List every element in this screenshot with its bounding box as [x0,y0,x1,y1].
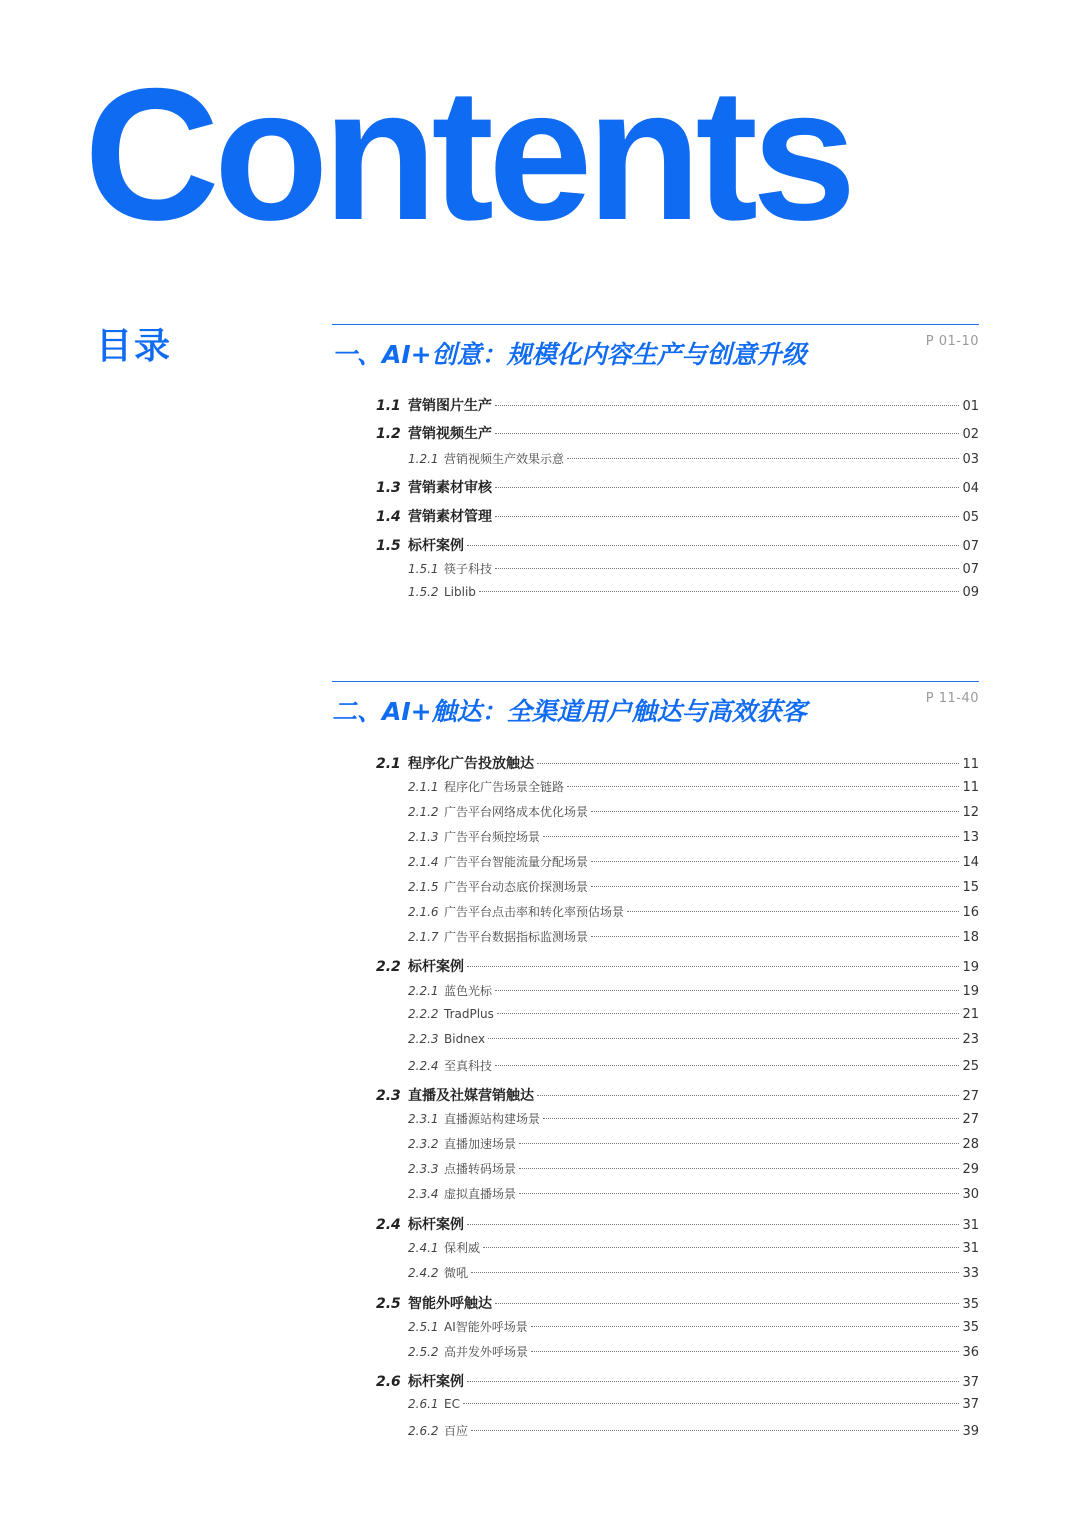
dot-leader [471,1272,959,1273]
entry-label: 蓝色光标 [444,984,493,998]
toc-entry[interactable] [408,878,979,895]
dot-leader [627,911,959,912]
entry-page: 37 [962,1397,979,1412]
entry-number: 2.1 [376,756,401,772]
dot-leader [483,1247,959,1248]
toc-entry[interactable] [376,395,979,415]
entry-page: 18 [962,930,979,945]
entry-label: 营销素材管理 [408,509,492,525]
entry-number: 2.1.2 [408,805,439,819]
entry-page: 31 [962,1218,979,1233]
toc-entry[interactable] [376,477,979,497]
entry-number: 2.2.3 [408,1032,439,1046]
toc-entry[interactable] [376,423,979,443]
toc-entry[interactable] [408,1343,979,1360]
entry-label: 营销素材审核 [408,480,492,496]
toc-entry[interactable] [408,1264,979,1281]
entry-page: 14 [962,855,979,870]
dot-leader [488,1038,959,1039]
dot-leader [519,1168,959,1169]
toc-entry[interactable] [408,1110,979,1127]
entry-page: 16 [962,905,979,920]
entry-number: 2.1.3 [408,830,439,844]
entry-page: 07 [962,562,979,577]
entry-number: 2.3.3 [408,1162,439,1176]
entry-page: 25 [962,1059,979,1074]
entry-label: 广告平台智能流量分配场景 [444,855,589,869]
entry-number: 2.6.1 [408,1397,439,1411]
entry-number: 2.1.5 [408,880,439,894]
entry-number: 2.6.2 [408,1424,439,1438]
dot-leader [543,1118,959,1119]
toc-entry[interactable] [408,828,979,845]
dot-leader [531,1326,960,1327]
entry-page: 15 [962,880,979,895]
entry-page: 19 [962,960,979,975]
entry-number: 2.1.1 [408,780,439,794]
toc-entry[interactable] [408,1032,979,1047]
toc-entry[interactable] [376,956,979,976]
entry-number: 2.4.2 [408,1266,439,1280]
entry-number: 2.1.7 [408,930,439,944]
toc-entry[interactable] [408,803,979,820]
toc-entry[interactable] [376,1371,979,1391]
dot-leader [467,545,959,546]
entry-label: 直播加速场景 [444,1137,517,1151]
entry-page: 01 [962,399,979,414]
entry-number: 2.3.1 [408,1112,439,1126]
dot-leader [497,1013,960,1014]
dot-leader [495,568,959,569]
toc-entry[interactable] [408,560,979,577]
toc-entry[interactable] [408,1318,979,1335]
section-page-range: P 01-10 [925,334,979,349]
entry-page: 36 [962,1345,979,1360]
section-title[interactable]: 二、AI+触达：全渠道用户触达与高效获客 [332,697,807,726]
entry-label: 百应 [444,1424,469,1438]
entry-number: 1.5.2 [408,585,439,599]
toc-entry[interactable] [408,1007,979,1022]
entry-label: 至真科技 [444,1059,493,1073]
entry-label: 直播源站构建场景 [444,1112,541,1126]
entry-number: 1.2.1 [408,452,439,466]
entry-label: Liblib [444,585,476,599]
entry-label: 直播及社媒营销触达 [408,1088,534,1104]
dot-leader [591,811,959,812]
entry-page: 04 [962,481,979,496]
entry-number: 2.1.6 [408,905,439,919]
toc-entry[interactable] [408,450,979,467]
entry-page: 37 [962,1375,979,1390]
toc-entry[interactable] [376,535,979,555]
section-1 [332,324,979,600]
entry-page: 12 [962,805,979,820]
dot-leader [543,836,959,837]
entry-label: 标杆案例 [408,1217,464,1233]
entry-label: 高并发外呼场景 [444,1345,529,1359]
entry-page: 02 [962,427,979,442]
entry-number: 2.2 [376,959,401,975]
dot-leader [495,1303,959,1304]
entry-page: 11 [962,780,979,795]
entry-label: 保利威 [444,1241,481,1255]
entry-label: 程序化广告场景全链路 [444,780,565,794]
entry-page: 07 [962,539,979,554]
entry-label: 微吼 [444,1266,469,1280]
entry-page: 27 [962,1089,979,1104]
entry-label: 虚拟直播场景 [444,1187,517,1201]
dot-leader [495,405,959,406]
entry-number: 2.5.2 [408,1345,439,1359]
entry-number: 2.4 [376,1217,401,1233]
entry-number: 1.5 [376,538,401,554]
dot-leader [463,1403,959,1404]
entry-number: 2.6 [376,1374,401,1390]
toc-entry[interactable] [408,1239,979,1256]
entry-page: 30 [962,1187,979,1202]
dot-leader [495,516,959,517]
dot-leader [591,861,959,862]
section-2 [332,681,979,1439]
entry-page: 09 [962,585,979,600]
section-title[interactable]: 一、AI+创意：规模化内容生产与创意升级 [332,340,807,369]
entry-number: 2.2.2 [408,1007,439,1021]
dot-leader [479,591,960,592]
entry-number: 2.2.4 [408,1059,439,1073]
entry-label: 智能外呼触达 [408,1296,492,1312]
entry-page: 28 [962,1137,979,1152]
entry-label: AI智能外呼场景 [444,1320,528,1334]
entry-label: 广告平台网络成本优化场景 [444,805,589,819]
toc-entry[interactable] [408,982,979,999]
toc-entry[interactable] [408,778,979,795]
dot-leader [591,936,959,937]
entry-label: 营销视频生产效果示意 [444,452,565,466]
entry-page: 35 [962,1297,979,1312]
entry-number: 2.3 [376,1088,401,1104]
dot-leader [519,1193,959,1194]
dot-leader [467,1224,959,1225]
entry-number: 1.2 [376,426,401,442]
toc-entry[interactable] [376,1085,979,1105]
entry-label: 营销图片生产 [408,398,492,414]
toc-entry[interactable] [376,506,979,526]
entry-page: 31 [962,1241,979,1256]
entry-page: 05 [962,510,979,525]
entry-number: 2.1.4 [408,855,439,869]
entry-number: 1.1 [376,398,401,414]
toc-entry[interactable] [408,1422,979,1439]
toc-entry[interactable] [408,1160,979,1177]
entry-label: 广告平台数据指标监测场景 [444,930,589,944]
entry-number: 2.2.1 [408,984,439,998]
contents-title: Contents [84,49,851,259]
dot-leader [495,433,959,434]
entry-label: 广告平台动态底价探测场景 [444,880,589,894]
entry-label: 标杆案例 [408,959,464,975]
toc-entry[interactable] [408,903,979,920]
toc-entry[interactable] [408,853,979,870]
entry-label: 点播转码场景 [444,1162,517,1176]
entry-page: 19 [962,984,979,999]
entry-page: 27 [962,1112,979,1127]
entry-number: 2.5 [376,1296,401,1312]
entry-page: 33 [962,1266,979,1281]
dot-leader [531,1351,959,1352]
entry-number: 1.5.1 [408,562,439,576]
toc-label: 目录 [96,326,173,367]
toc-entry[interactable] [408,1057,979,1074]
dot-leader [495,1065,959,1066]
toc-entry[interactable] [376,1214,979,1234]
entry-page: 35 [962,1320,979,1335]
entry-page: 39 [962,1424,979,1439]
section-page-range: P 11-40 [925,691,979,706]
entry-label: 营销视频生产 [408,426,492,442]
entry-page: 23 [962,1032,979,1047]
toc-entry[interactable] [376,753,979,773]
entry-label: EC [444,1397,460,1411]
entry-label: 广告平台频控场景 [444,830,541,844]
entry-number: 2.3.4 [408,1187,439,1201]
entry-label: 广告平台点击率和转化率预估场景 [444,905,625,919]
dot-leader [495,487,959,488]
dot-leader [467,966,959,967]
toc-entry[interactable] [408,1185,979,1202]
toc-entry[interactable] [376,1293,979,1313]
entry-page: 13 [962,830,979,845]
dot-leader [567,458,959,459]
entry-number: 2.3.2 [408,1137,439,1151]
dot-leader [567,786,959,787]
toc-entry[interactable] [408,1397,979,1412]
entry-label: 筷子科技 [444,562,493,576]
entry-number: 1.4 [376,509,401,525]
entry-page: 11 [962,757,979,772]
dot-leader [519,1143,959,1144]
entry-label: 程序化广告投放触达 [408,756,534,772]
entry-page: 03 [962,452,979,467]
dot-leader [467,1381,959,1382]
entry-label: 标杆案例 [408,1374,464,1390]
entry-page: 21 [962,1007,979,1022]
entry-label: Bidnex [444,1032,486,1046]
dot-leader [591,886,959,887]
toc-entry[interactable] [408,585,979,600]
entry-label: TradPlus [444,1007,494,1021]
dot-leader [471,1430,959,1431]
dot-leader [537,763,959,764]
entry-number: 1.3 [376,480,401,496]
entry-number: 2.5.1 [408,1320,439,1334]
dot-leader [495,990,959,991]
entry-label: 标杆案例 [408,538,464,554]
toc-entry[interactable] [408,928,979,945]
dot-leader [537,1095,959,1096]
toc-entry[interactable] [408,1135,979,1152]
entry-page: 29 [962,1162,979,1177]
entry-number: 2.4.1 [408,1241,439,1255]
